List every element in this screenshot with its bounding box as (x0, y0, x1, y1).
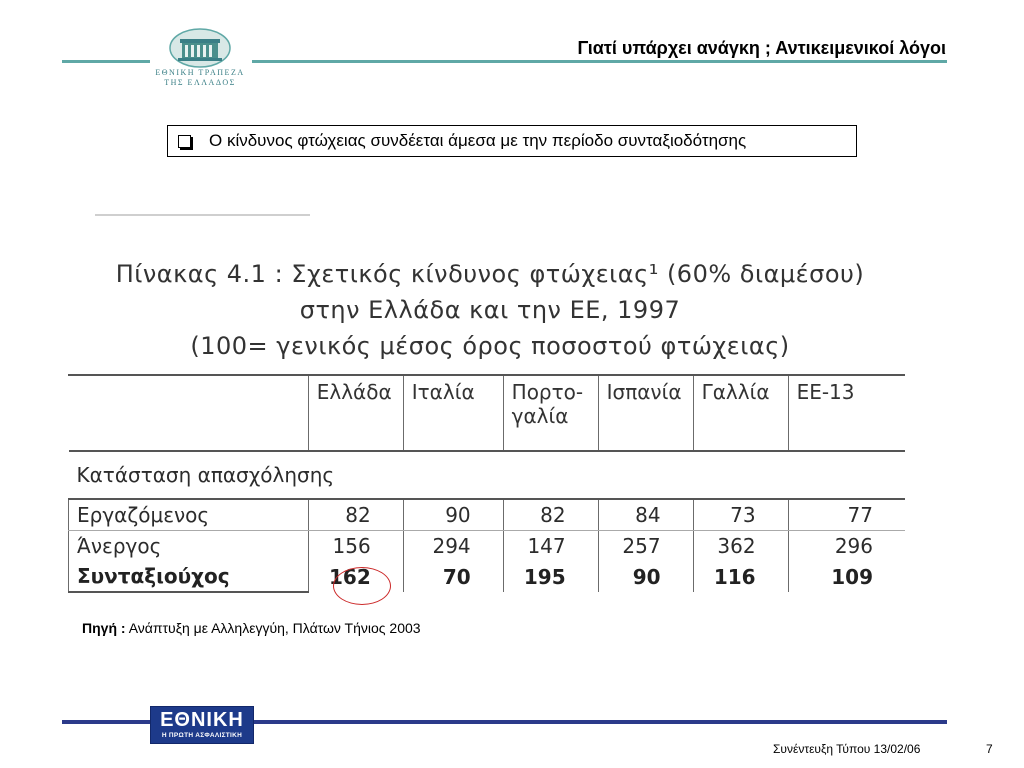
cell-value: 82 (503, 499, 598, 531)
cell-value: 84 (598, 499, 693, 531)
cell-value: 257 (598, 531, 693, 562)
cell-value: 156 (308, 531, 403, 562)
logo-text-line1: ΕΘΝΙΚΗ ΤΡΑΠΕΖΑ (155, 68, 245, 77)
table-header-row (69, 374, 906, 451)
section-label: Κατάσταση απασχόλησης (76, 463, 335, 487)
table-section-row (69, 451, 906, 499)
insurance-logo-subtext: Η ΠΡΩΤΗ ΑΣΦΑΛΙΣΤΙΚΗ (161, 732, 243, 739)
cell-value: 296 (788, 531, 905, 562)
cell-value: 362 (693, 531, 788, 562)
scan-rule (95, 214, 310, 216)
source-text: Ανάπτυξη με Αλληλεγγύη, Πλάτων Τήνιος 2003 (128, 620, 421, 636)
cell-value: 195 (503, 561, 598, 592)
table-title-line2: στην Ελλάδα και την ΕΕ, 1997 (299, 296, 681, 324)
insurance-logo (150, 706, 254, 744)
table-row (69, 531, 906, 562)
header-line-left (62, 60, 150, 63)
row-label: Άνεργος (69, 531, 309, 562)
footer-line-left (62, 720, 150, 724)
bullet-box (167, 125, 857, 157)
column-header: Ελλάδα (308, 374, 403, 451)
column-header: Γαλλία (693, 374, 788, 451)
slide-title: Γιατί υπάρχει ανάγκη ; Αντικειμενικοί λόγοι (577, 38, 946, 58)
header-empty-cell (69, 374, 309, 451)
highlight-circle (333, 567, 391, 605)
cell-value: 77 (788, 499, 905, 531)
page-number: 7 (986, 742, 993, 756)
column-header: Πορτο- γαλία (503, 374, 598, 451)
insurance-logo-text: ΕΘΝΙΚΗ (160, 709, 244, 731)
cell-value: 147 (503, 531, 598, 562)
table-row (69, 561, 906, 592)
cell-value: 73 (693, 499, 788, 531)
logo-text-line2: ΤΗΣ ΕΛΛΑΔΟΣ (164, 78, 236, 87)
bank-logo (150, 28, 250, 98)
table-title-line3: (100= γενικός μέσος όρος ποσοστού φτώχειας) (190, 332, 790, 360)
column-header: Ιταλία (403, 374, 503, 451)
poverty-risk-table (68, 374, 905, 593)
cell-value: 294 (403, 531, 503, 562)
row-label: Εργαζόμενος (69, 499, 309, 531)
checkbox-bullet-icon (178, 135, 191, 148)
table-title-line1: Πίνακας 4.1 : Σχετικός κίνδυνος φτώχειας¹ (60% διαμέσου) (115, 260, 865, 288)
source-note (82, 620, 421, 636)
cell-value: 82 (308, 499, 403, 531)
cell-value: 162 (308, 561, 403, 592)
column-header: Ισπανία (598, 374, 693, 451)
source-label: Πηγή : (82, 620, 126, 636)
cell-value: 90 (598, 561, 693, 592)
row-label: Συνταξιούχος (69, 561, 309, 592)
bank-building-icon (168, 28, 232, 68)
cell-value: 90 (403, 499, 503, 531)
table-top-border (68, 374, 905, 376)
bullet-text: Ο κίνδυνος φτώχειας συνδέεται άμεσα με την περίοδο συνταξιοδότησης (209, 131, 747, 150)
cell-value: 116 (693, 561, 788, 592)
cell-value: 70 (403, 561, 503, 592)
header-line-right (252, 60, 947, 63)
cell-value: 109 (788, 561, 905, 592)
footer-text: Συνέντευξη Τύπου 13/02/06 (773, 742, 921, 756)
column-header: ΕΕ-13 (788, 374, 905, 451)
table-row (69, 499, 906, 531)
footer-line-right (254, 720, 947, 724)
